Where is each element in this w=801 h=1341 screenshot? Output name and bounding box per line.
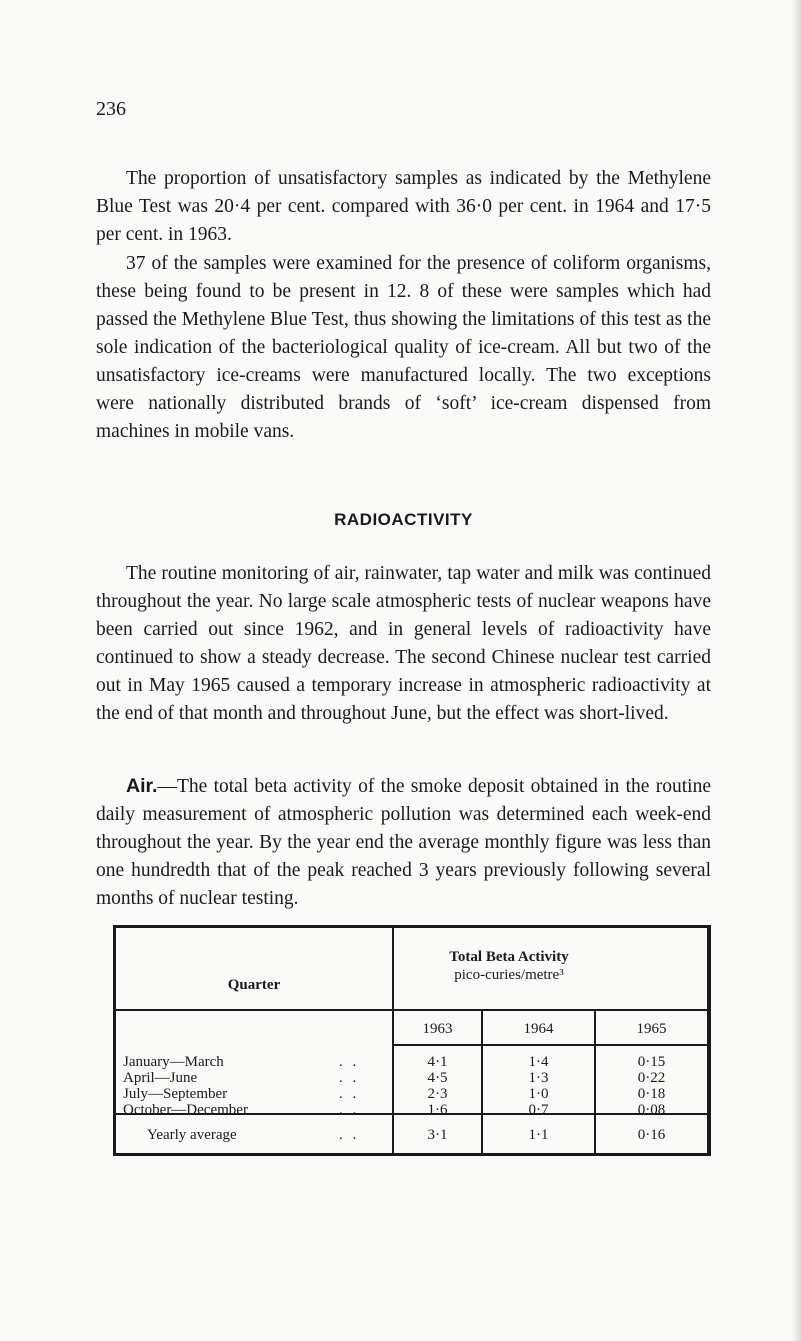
beta-activity-table	[113, 925, 711, 1156]
table-cell: 1·4	[528, 1054, 549, 1070]
yearly-average-1963: 3·1	[427, 1127, 448, 1143]
yearly-average-label: Yearly average	[147, 1127, 237, 1143]
table-row-label: January—March	[123, 1054, 224, 1070]
year-header-1965: 1965	[636, 1021, 667, 1037]
table-row-label: July—September	[123, 1086, 228, 1102]
header-quarter: Quarter	[227, 977, 281, 993]
leader-dots: . .	[339, 1127, 360, 1143]
paragraph-air	[96, 772, 711, 913]
leader-dots: . .	[339, 1054, 360, 1070]
leader-dots: . .	[339, 1070, 360, 1086]
table-cell: 2·3	[427, 1086, 448, 1102]
table-cell: 1·6	[427, 1102, 448, 1118]
page-number: 236	[96, 98, 126, 120]
table-cell: 0·08	[637, 1102, 666, 1118]
year-header-1963: 1963	[422, 1021, 453, 1037]
table-cell: 0·7	[528, 1102, 549, 1118]
year-header-1964: 1964	[523, 1021, 554, 1037]
table-cell: 4·5	[427, 1070, 448, 1086]
yearly-average-1965: 0·16	[637, 1127, 666, 1143]
paragraph-methylene-blue: The proportion of unsatisfactory samples as indicated by the Methylene Blue Test was 20·4 per cent. compared with 36·0 per cent. in 1964 and 17·5 per cent. in 1963.	[96, 168, 711, 245]
paragraph-air-text: —The total beta activity of the smoke deposit obtained in the routine daily measurement of atmospheric pollution was determined each week-end throughout the year. By the year end the average monthly figure was less than one hundredth that of the peak reached 3 years previously following several months of nuclear testing.	[96, 776, 711, 909]
yearly-average-1964: 1·1	[528, 1127, 549, 1143]
table-cell: 1·3	[528, 1070, 549, 1086]
table-row-label: April—June	[123, 1070, 198, 1086]
run-in-heading-air: Air.	[126, 775, 158, 797]
header-activity-units: pico-curies/metre³	[454, 967, 564, 983]
leader-dots: . .	[339, 1102, 360, 1118]
header-activity-title: Total Beta Activity	[449, 949, 569, 965]
leader-dots: . .	[339, 1086, 360, 1102]
paragraph-coliform: 37 of the samples were examined for the presence of coliform organisms, these being found to be present in 12. 8 of these were samples which had passed the Methylene Blue Test, thus showing the limitations of this test as the sole indication of the bacteriological quality of ice-cream. All but two of the unsatisfactory ice-creams were manufactured locally. The two exceptions were nationally distributed brands of ‘soft’ ice-cream dispensed from machines in mobile vans.	[96, 253, 711, 442]
table-cell: 0·18	[637, 1086, 666, 1102]
table-cell: 1·0	[528, 1086, 549, 1102]
table-cell: 0·15	[637, 1054, 666, 1070]
table-row-label: October—December	[123, 1102, 248, 1118]
paragraph-radioactivity-monitoring: The routine monitoring of air, rainwater, tap water and milk was continued throughout the year. No large scale atmospheric tests of nuclear weapons have been carried out since 1962, and in general levels of radioactivity have continued to show a steady decrease. The second Chinese nuclear test carried out in May 1965 caused a temporary increase in atmospheric radioactivity at the end of that month and throughout June, but the effect was short-lived.	[96, 563, 711, 724]
page-edge-shadow	[791, 0, 801, 1341]
table-cell: 0·22	[637, 1070, 666, 1086]
section-heading-radioactivity: RADIOACTIVITY	[334, 510, 473, 529]
table-cell: 4·1	[427, 1054, 448, 1070]
